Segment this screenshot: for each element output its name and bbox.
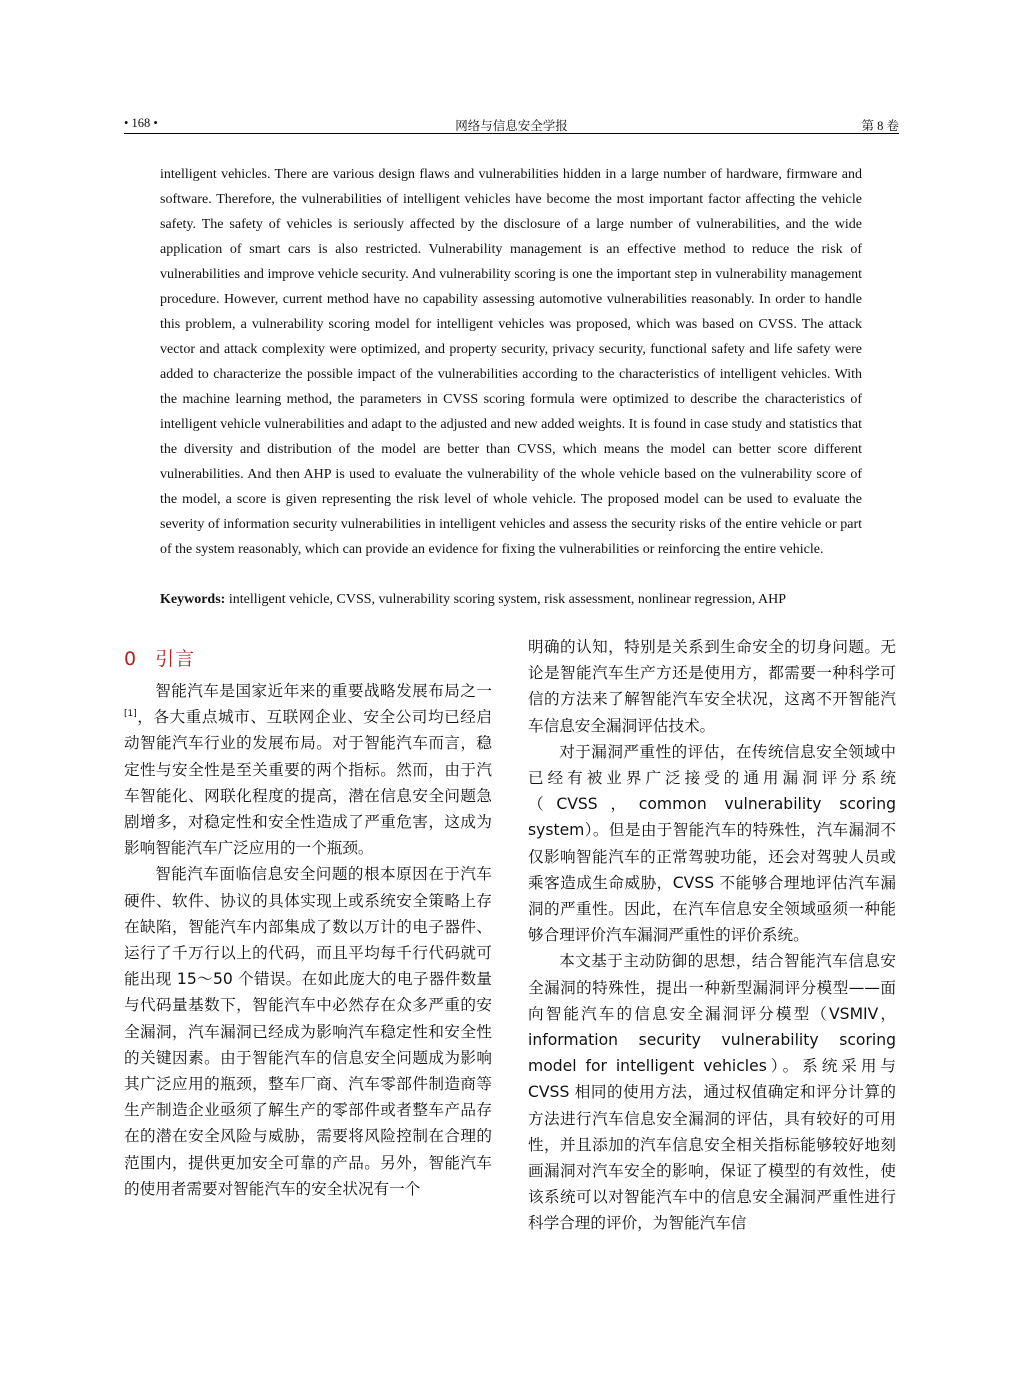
paragraph: 本文基于主动防御的思想，结合智能汽车信息安全漏洞的特殊性，提出一种新型漏洞评分模型——面向智能汽车的信息安全漏洞评分模型（VSMIV，information security vulnerability scoring model for intelligent vehicles）。系统采用与 CVSS 相同的使用方法，通过权值确定和评分计算的方法进行汽车信息安全漏洞的评估，具有较好的可用性，并且添加的汽车信息安全相关指标能够较好地刻画漏洞对汽车安全的影响，保证了模型的有效性，使该系统可以对智能汽车中的信息安全漏洞严重性进行科学合理的评价，为智能汽车信 [528,952,896,1233]
keywords-text: intelligent vehicle, CVSS, vulnerability scoring system, risk assessment, nonlinear regression, AHP [225,592,787,607]
paragraph-text: ，各大重点城市、互联网企业、安全公司均已经启动智能汽车行业的发展布局。对于智能汽车而言，稳定性与安全性是至关重要的两个指标。然而，由于汽车智能化、网联化程度的提高，潜在信息安全问题急剧增多，对稳定性和安全性造成了严重危害，这成为影响智能汽车广泛应用的一个瓶颈。 [124,708,492,858]
right-column [528,634,896,1237]
paragraph [124,678,492,861]
keywords-label: Keywords: [160,592,226,607]
paragraph: 明确的认知，特别是关系到生命安全的切身问题。无论是智能汽车生产方还是使用方，都需要一种科学可信的方法来了解智能汽车安全状况，这离不开智能汽车信息安全漏洞评估技术。 [528,638,896,735]
citation[interactable]: [1] [124,709,137,720]
left-column [124,678,492,1202]
keywords [160,587,862,612]
paragraph-text: 智能汽车是国家近年来的重要战略发展布局之一 [155,682,492,700]
section-title: 引言 [155,648,196,670]
page-number: • 168 • [124,116,158,130]
abstract-text: intelligent vehicles. There are various design flaws and vulnerabilities hidden in a large number of hardware, firmware and software. Therefore, the vulnerabilities of intelligent vehicles have become the most important factor affecting the vehicle safety. The safety of vehicles is seriously affected by the disclosure of a large number of vulnerabilities, and the wide application of smart cars is also restricted. Vulnerability management is an effective method to reduce the risk of vulnerabilities and improve vehicle security. And vulnerability scoring is one the important step in vulnerability management procedure. However, current method have no capability assessing automotive vulnerabilities reasonably. In order to handle this problem, a vulnerability scoring model for intelligent vehicles was proposed, which was based on CVSS. The attack vector and attack complexity were optimized, and property security, privacy security, functional safety and life safety were added to characterize the possible impact of the vulnerabilities according to the characteristics of intelligent vehicles. With the machine learning method, the parameters in CVSS scoring formula were optimized to describe the characteristics of intelligent vehicle vulnerabilities and adapt to the adjusted and new added weights. It is found in case study and statistics that the diversity and distribution of the model are better than CVSS, which means the model can better score different vulnerabilities. And then AHP is used to evaluate the vulnerability of the whole vehicle based on the vulnerability score of the model, a score is given representing the risk level of whole vehicle. The proposed model can be used to evaluate the severity of information security vulnerabilities in intelligent vehicles and assess the security risks of the entire vehicle or part of the system reasonably, which can provide an evidence for fixing the vulnerabilities or reinforcing the entire vehicle. [160,167,862,557]
section-heading [124,644,195,671]
paragraph: 智能汽车面临信息安全问题的根本原因在于汽车硬件、软件、协议的具体实现上或系统安全策略上存在缺陷，智能汽车内部集成了数以万计的电子器件、运行了千万行以上的代码，而且平均每千行代码就可能出现 15～50 个错误。在如此庞大的电子器件数量与代码量基数下，智能汽车中必然存在众多严重的安全漏洞，汽车漏洞已经成为影响汽车稳定性和安全性的关键因素。由于智能汽车的信息安全问题成为影响其广泛应用的瓶颈，整车厂商、汽车零部件制造商等生产制造企业亟须了解生产的零部件或者整车产品存在的潜在安全风险与威胁，需要将风险控制在合理的范围内，提供更加安全可靠的产品。另外，智能汽车的使用者需要对智能汽车的安全状况有一个 [124,865,492,1198]
paragraph: 对于漏洞严重性的评估，在传统信息安全领域中已经有被业界广泛接受的通用漏洞评分系统（CVSS，common vulnerability scoring system）。但是由于智能汽车的特殊性，汽车漏洞不仅影响智能汽车的正常驾驶功能，还会对驾驶人员或乘客造成生命威胁，CVSS 不能够合理地评估汽车漏洞的严重性。因此，在汽车信息安全领域亟须一种能够合理评价汽车漏洞严重性的评价系统。 [528,742,896,945]
running-header [124,116,899,134]
volume-number: 第 8 卷 [861,119,899,133]
journal-name: 网络与信息安全学报 [455,119,568,133]
header-rule [124,133,899,134]
abstract [160,162,862,562]
section-number: 0 [124,648,138,670]
